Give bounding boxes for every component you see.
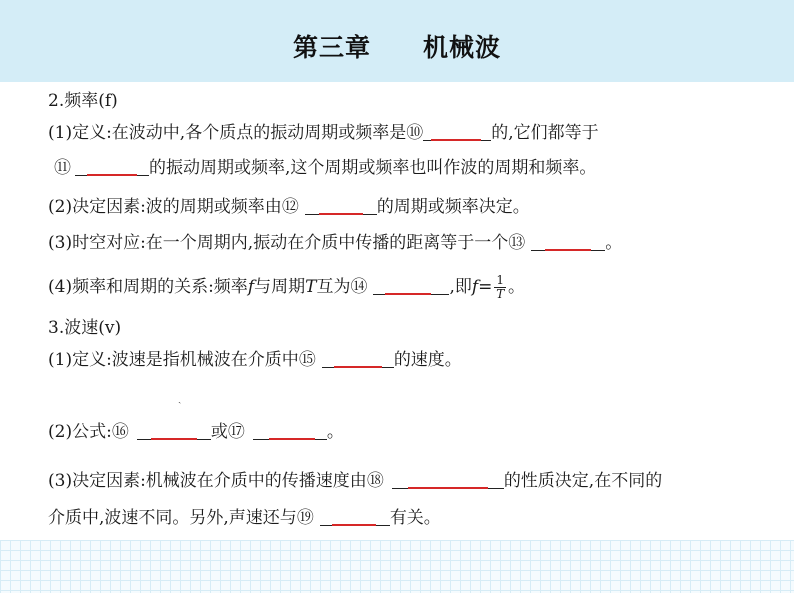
stray-mark: ˏ xyxy=(178,393,182,404)
line-spacetime: (3)时空对应:在一个周期内,振动在介质中传播的距离等于一个⑬ 。 xyxy=(48,233,623,253)
blank-13[interactable] xyxy=(531,232,605,251)
line-definition-cont: ⑪ 的振动周期或频率,这个周期或频率也叫作波的周期和频率。 xyxy=(54,158,597,178)
blank-19[interactable] xyxy=(320,507,390,526)
heading-wave-speed: 3.波速(v) xyxy=(48,318,122,338)
line-formula: (2)公式:⑯ 或⑰ 。 xyxy=(48,422,344,442)
line-speed-definition: (1)定义:波速是指机械波在介质中⑮ 的速度。 xyxy=(48,350,462,370)
line-speed-determinant-cont: 介质中,波速不同。另外,声速还与⑲ 有关。 xyxy=(48,508,441,528)
line-speed-determinant: (3)决定因素:机械波在介质中的传播速度由⑱ 的性质决定,在不同的 xyxy=(48,471,663,491)
blank-14[interactable] xyxy=(373,276,449,295)
blank-12[interactable] xyxy=(305,196,377,215)
page-title: 第三章 机械波 xyxy=(292,33,501,62)
fraction-one-over-T: $\frac{1}{T}$ xyxy=(496,273,505,301)
footer-grid-pattern xyxy=(0,540,794,593)
blank-11[interactable] xyxy=(75,157,149,176)
blank-16[interactable] xyxy=(137,421,211,440)
line-determinant: (2)决定因素:波的周期或频率由⑫ 的周期或频率决定。 xyxy=(48,197,530,217)
heading-frequency: 2.频率(f) xyxy=(48,91,118,111)
line-definition: (1)定义:在波动中,各个质点的振动周期或频率是⑩ 的,它们都等于 xyxy=(48,123,599,143)
blank-10[interactable] xyxy=(423,122,491,141)
blank-15[interactable] xyxy=(322,349,394,368)
blank-17[interactable] xyxy=(253,421,327,440)
line-relation: (4)频率和周期的关系:频率f与周期T互为⑭ ,即f= $\frac{1}{T}$ 。 xyxy=(48,273,526,301)
blank-18[interactable] xyxy=(392,470,504,489)
